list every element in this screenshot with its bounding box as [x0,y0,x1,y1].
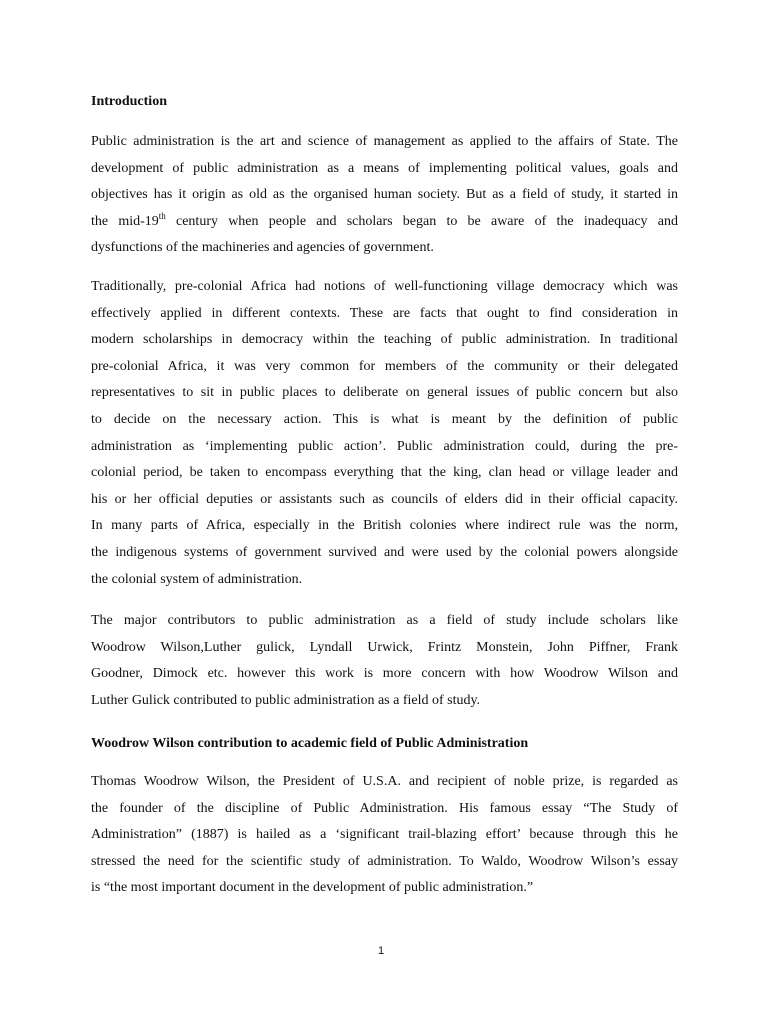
paragraph-line: to decide on the necessary action. This is what is meant by the definition of public [91,411,678,427]
paragraph-line-with-superscript [91,209,678,236]
paragraph-line: effectively applied in different contexts. These are facts that ought to find consideration in [91,305,678,321]
paragraph-line: modern scholarships in democracy within the teaching of public administration. In traditional [91,332,678,348]
paragraph-1 [91,129,678,262]
paragraph-3 [91,608,678,714]
paragraph-line: stressed the need for the scientific study of administration. To Waldo, Woodrow Wilson’s essay [91,853,678,869]
paragraph-line: Luther Gulick contributed to public administration as a field of study. [91,692,481,708]
paragraph-line: is “the most important document in the development of public administration.” [91,880,534,896]
page-number: 1 [378,945,385,957]
paragraph-line: dysfunctions of the machineries and agencies of government. [91,240,434,256]
paragraph-line: objectives has it origin as old as the organised human society. But as a field of study, it started in [91,187,678,203]
paragraph-line: Thomas Woodrow Wilson, the President of U.S.A. and recipient of noble prize, is regarded as [91,774,678,789]
paragraph-line: pre-colonial Africa, it was very common for members of the community or their delegated [91,358,678,374]
document-page [91,0,678,1024]
heading-woodrow-wilson: Woodrow Wilson contribution to academic field of Public Administration [91,736,529,751]
paragraph-line: Traditionally, pre-colonial Africa had notions of well-functioning village democracy which was [91,279,678,294]
text-segment: century when people and scholars began to be aware of the inadequacy and [165,213,678,229]
paragraph-line: the colonial system of administration. [91,571,303,587]
paragraph-line: colonial period, be taken to encompass everything that the king, clan head or village leader and [91,465,678,481]
superscript: th [158,210,166,221]
paragraph-line: the indigenous systems of government survived and were used by the colonial powers alongside [91,544,678,560]
paragraph-line: The major contributors to public administration as a field of study include scholars like [91,613,678,628]
paragraph-line: In many parts of Africa, especially in the British colonies where indirect rule was the norm, [91,518,678,534]
paragraph-line: the founder of the discipline of Public Administration. His famous essay “The Study of [91,800,678,816]
paragraph-line: Public administration is the art and science of management as applied to the affairs of State. The [91,134,678,149]
paragraph-2 [91,274,678,593]
paragraph-line: Woodrow Wilson,Luther gulick, Lyndall Urwick, Frintz Monstein, John Piffner, Frank [91,639,678,655]
paragraph-line: development of public administration as a means of implementing political values, goals and [91,160,678,176]
heading-introduction: Introduction [91,94,167,109]
paragraph-4 [91,769,678,902]
text-segment: the mid-19 [91,213,159,229]
paragraph-line: administration as ‘implementing public action’. Public administration could, during the pre- [91,438,678,454]
paragraph-line: representatives to sit in public places to deliberate on general issues of public concern but also [91,385,678,401]
paragraph-line: Goodner, Dimock etc. however this work is more concern with how Woodrow Wilson and [91,666,678,682]
paragraph-line: his or her official deputies or assistants such as councils of elders did in their official capacity. [91,491,678,507]
paragraph-line: Administration” (1887) is hailed as a ‘significant trail-blazing effort’ because through this he [91,827,678,843]
